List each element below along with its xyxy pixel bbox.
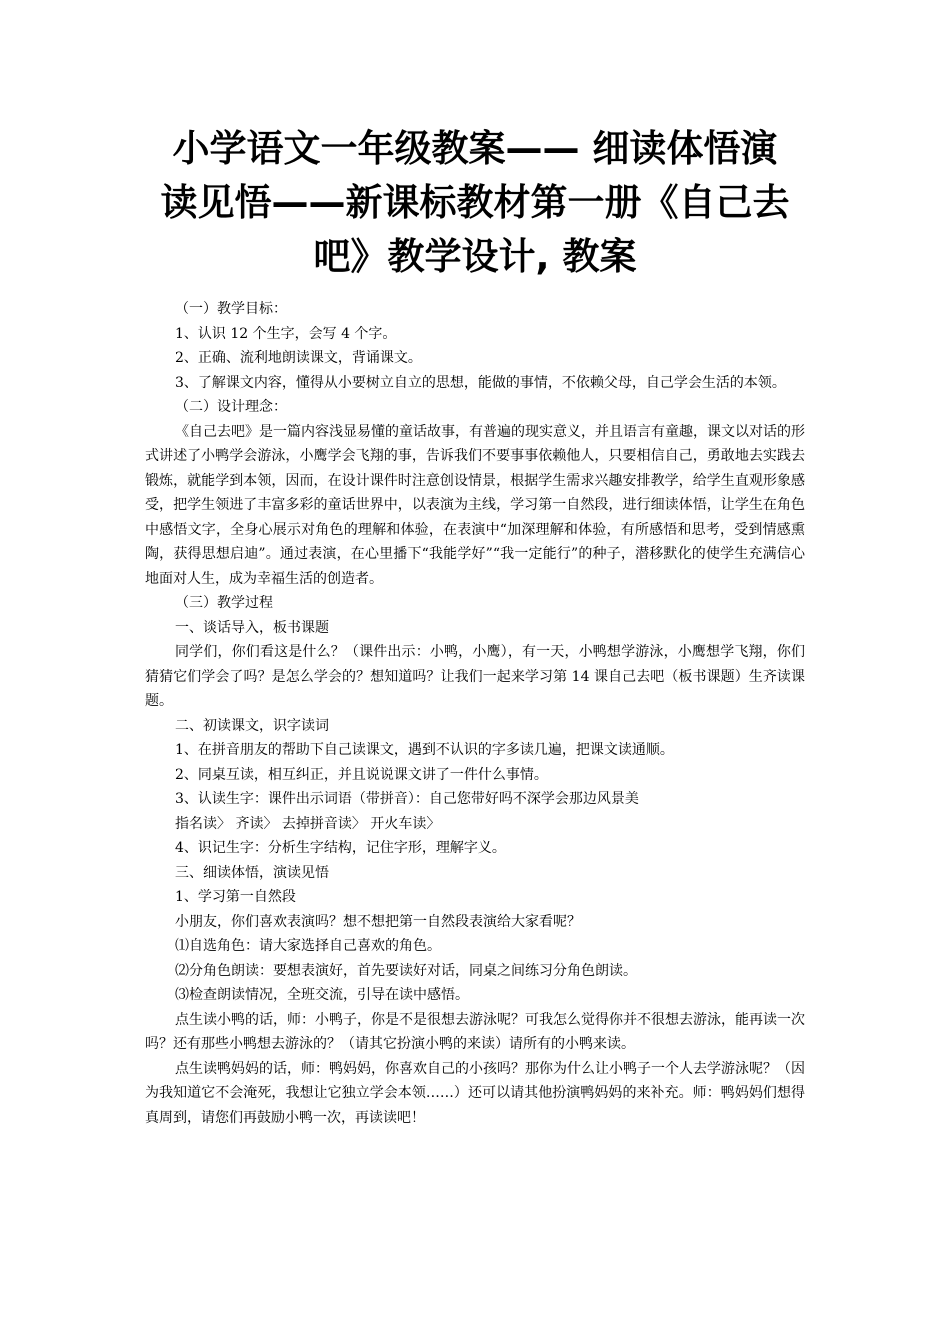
paragraph: ⑴自选角色：请大家选择自己喜欢的角色。 xyxy=(175,938,441,954)
paragraph: ⑵分角色朗读：要想表演好，首先要读好对话，同桌之间练习分角色朗读。 xyxy=(175,962,637,979)
paragraph: 3、认读生字：课件出示词语（带拼音）：自己您带好吗不深学会那边风景美 xyxy=(175,791,639,807)
paragraph: 指名读〉 齐读〉 去掉拼音读〉 开火车读〉 xyxy=(175,815,441,832)
document-body xyxy=(145,297,805,1130)
paragraph: 4、识记生字：分析生字结构，记住字形，理解字义。 xyxy=(175,840,506,856)
paragraph: 点生读小鸭的话，师：小鸭子，你是不是很想去游泳呢？可我怎么觉得你并不很想去游泳，能再读一次吗？还有那些小鸭想去游泳的？（请其它扮演小鸭的来读）请所有的小鸭来读。 xyxy=(145,1011,805,1052)
title-line-2: 读见悟——新课标教材第一册《自己去 xyxy=(160,181,790,224)
title-line-1: 小学语文一年级教案—— 细读体悟演 xyxy=(172,127,778,170)
paragraph: （一）教学目标： xyxy=(175,301,287,317)
paragraph: （三）教学过程 xyxy=(175,595,273,611)
paragraph: 小朋友，你们喜欢表演吗？想不想把第一自然段表演给大家看呢？ xyxy=(175,913,581,930)
paragraph: 一、谈话导入，板书课题 xyxy=(175,619,329,636)
paragraph: 2、同桌互读，相互纠正，并且说说课文讲了一件什么事情。 xyxy=(175,766,548,783)
paragraph: 2、正确、流利地朗读课文，背诵课文。 xyxy=(175,350,422,366)
paragraph: 1、学习第一自然段 xyxy=(175,889,296,905)
paragraph: 《自己去吧》是一篇内容浅显易懂的童话故事，有普遍的现实意义，并且语言有童趣，课文以对话的形式讲述了小鸭学会游泳，小鹰学会飞翔的事，告诉我们不要事事依赖他人，只要相信自己，勇敢地去实践去锻炼，就能学到本领，因而，在设计课件时注意创设情景，根据学生需求兴趣安排教学，给学生直观形象感受，把学生领进了丰富多彩的童话世界中，以表演为主线，学习第一自然段，进行细读体悟，让学生在角色中感悟文字，全身心展示对角色的理解和体验，在表演中“加深理解和体验，有所感悟和思考，受到情感熏陶，获得思想启迪”。通过表演，在心里播下“我能学好”“我一定能行”的种子，潜移默化的使学生充满信心地面对人生，成为幸福生活的创造者。 xyxy=(145,423,805,587)
title-line-3: 吧》教学设计, 教案 xyxy=(313,235,637,278)
paragraph: 三、细读体悟，演读见悟 xyxy=(175,864,329,881)
paragraph: 点生读鸭妈妈的话，师：鸭妈妈，你喜欢自己的小孩吗？那你为什么让小鸭子一个人去学游泳呢？（因为我知道它不会淹死，我想让它独立学会本领……）还可以请其他扮演鸭妈妈的来补充。师：鸭妈妈们想得真周到，请您们再鼓励小鸭一次，再读读吧！ xyxy=(145,1060,805,1126)
paragraph: 1、在拼音朋友的帮助下自己读课文，遇到不认识的字多读几遍，把课文读通顺。 xyxy=(175,742,674,758)
paragraph: 二、初读课文，识字读词 xyxy=(175,717,329,734)
paragraph: 同学们，你们看这是什么？（课件出示：小鸭，小鹰），有一天，小鸭想学游泳，小鹰想学飞翔，你们猜猜它们学会了吗？是怎么学会的？想知道吗？让我们一起来学习第 14 课自己去吧（板书课题）生齐读课题。 xyxy=(145,644,805,709)
document-title xyxy=(120,122,830,284)
paragraph: （二）设计理念： xyxy=(175,399,287,415)
paragraph: 1、认识 12 个生字，会写 4 个字。 xyxy=(175,325,397,342)
paragraph: 3、了解课文内容，懂得从小要树立自立的思想，能做的事情，不依赖父母，自己学会生活的本领。 xyxy=(175,374,786,391)
paragraph: ⑶检查朗读情况，全班交流，引导在读中感悟。 xyxy=(175,987,469,1003)
